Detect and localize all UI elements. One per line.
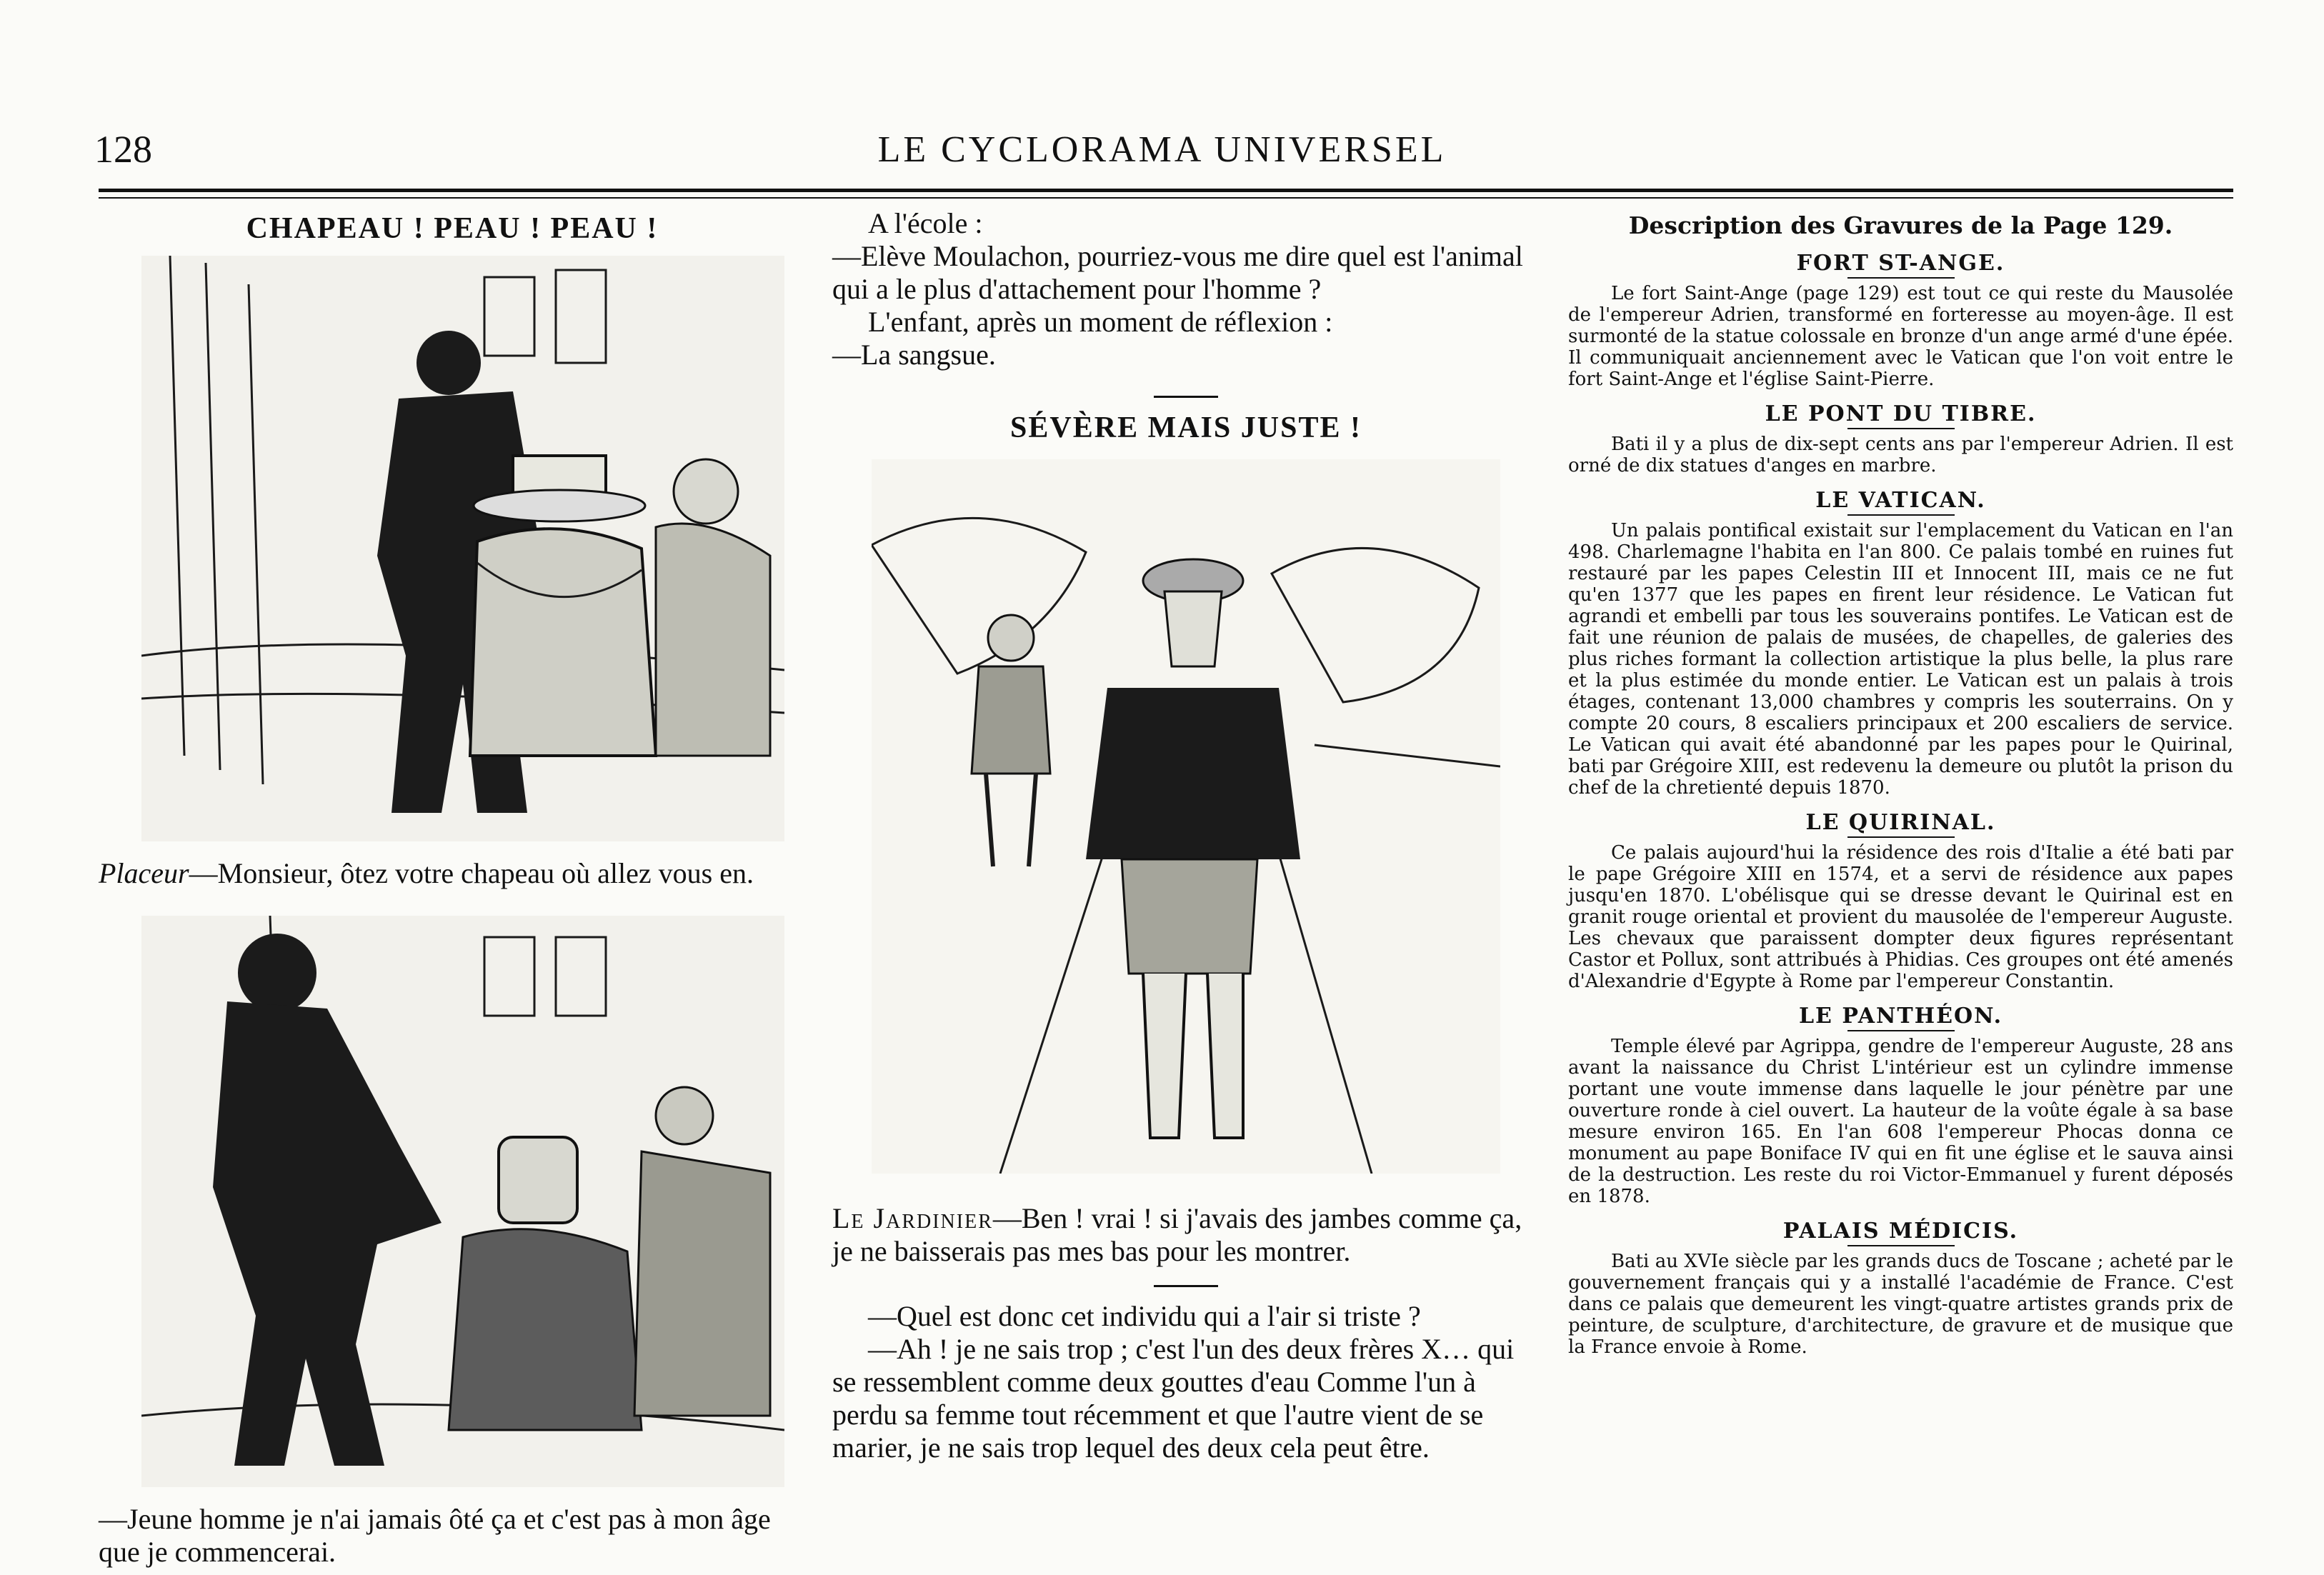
dialogue-line-2: —Ah ! je ne sais trop ; c'est l'un des deux frères X… qui se ressemblent comme deux gouttes d'eau Comme l'un à perdu sa femme tout récemment et que l'autre vient de se marier, je ne sais trop lequel des deux cela peut être. <box>832 1333 1515 1464</box>
joke-heading-severe: SÉVÈRE MAIS JUSTE ! <box>1010 411 1362 444</box>
school-joke <box>832 207 1540 371</box>
left-column <box>99 207 806 1569</box>
caption-usher <box>99 857 806 890</box>
section-palais-medicis <box>1568 1219 2233 1358</box>
caption-usher-lead: Placeur <box>99 857 189 889</box>
section-vatican <box>1568 488 2233 799</box>
section-text: Ce palais aujourd'hui la résidence des rois d'Italie a été bati par le pape Grégoire XIII en 1574, et a servi de résidence aux papes jusqu'en 1870. L'obélisque qui se dresse devant le Quirinal est en granit rouge oriental et provient du mausolée de l'empereur Auguste. Les chevaux que paraissent dompter deux figures représentant Castor et Pollux, sont attribués à Phidias. Ces groupes ont été amenés d'Alexandrie d'Egypte à Rome par l'empereur Constantin. <box>1568 842 2233 992</box>
school-line-3: L'enfant, après un moment de réflexion : <box>868 306 1333 338</box>
school-line-4: —La sangsue. <box>832 339 996 371</box>
section-rule <box>1847 428 1955 429</box>
illustration-gardener <box>872 459 1500 1174</box>
section-heading: LE QUIRINAL. <box>1805 810 1996 835</box>
caption-bald-man: —Jeune homme je n'ai jamais ôté ça et c'est pas à mon âge que je commencerai. <box>99 1503 771 1568</box>
section-fort-st-ange <box>1568 251 2233 390</box>
section-heading: LE PANTHÉON. <box>1798 1004 2003 1029</box>
caption-usher-text: —Monsieur, ôtez votre chapeau où allez vous en. <box>189 857 754 889</box>
engravings-title: Description des Gravures de la Page 129. <box>1628 211 2173 239</box>
section-rule <box>1847 277 1955 279</box>
gardener-lead: Le Jardinier <box>832 1202 993 1234</box>
page-number: 128 <box>94 128 152 171</box>
separator-rule <box>1154 396 1218 398</box>
section-pont-du-tibre <box>1568 401 2233 476</box>
section-heading: FORT ST-ANGE. <box>1796 251 2005 276</box>
right-column <box>1568 207 2233 1358</box>
school-line-1: A l'école : <box>868 207 983 239</box>
section-text: Un palais pontifical existait sur l'emplacement du Vatican en l'an 498. Charlemagne l'habita en l'an 800. Ce palais tombé en ruines fut restauré par les papes Celestin III et Innocent III, mais ce ne fut qu'en 1377 que les papes en firent leur résidence. Le Vatican fut agrandi et embelli par tous les souverains pontifes. Le Vatican est de fait une réunion de palais de musées, de chapelles, de galeries des plus riches formant la collection artistique la plus belle, la plus rare et la plus estimée du monde entier. Le Vatican est un palais à trois étages, contenant 13,000 chambres y compris les souterrains. On y compte 20 cours, 8 escaliers principaux et 200 escaliers de service. Le Vatican qui avait été abandonné par les papes pour le Quirinal, bati par Grégoire XIII, est redevenu la demeure ou plutôt la prison du chef de la chretienté depuis 1870. <box>1568 520 2233 799</box>
section-rule <box>1847 1030 1955 1031</box>
section-heading: LE PONT DU TIBRE. <box>1765 401 2037 426</box>
running-head: LE CYCLORAMA UNIVERSEL <box>877 129 1447 170</box>
gardener-text: —Ben ! vrai ! si j'avais des jambes comme ça, je ne baisserais pas mes bas pour les montrer. <box>832 1202 1522 1267</box>
gardener-caption <box>832 1202 1540 1268</box>
section-quirinal <box>1568 810 2233 992</box>
school-line-2: —Elève Moulachon, pourriez-vous me dire quel est l'animal qui a le plus d'attachement pour l'homme ? <box>832 240 1523 305</box>
section-text: Le fort Saint-Ange (page 129) est tout ce qui reste du Mausolée de l'empereur Adrien, transformé en forteresse au moyen-âge. Il est surmonté de la statue colossale en bronze d'un ange armé d'une épée. Il communiquait anciennement avec le Vatican que l'on voit entre le fort Saint-Ange et l'église Saint-Pierre. <box>1568 283 2233 390</box>
section-rule <box>1847 836 1955 838</box>
header-rule <box>99 189 2233 192</box>
section-text: Bati au XVIe siècle par les grands ducs de Toscane ; acheté par le gouvernement français qui y a installé l'académie de France. C'est dans ce palais que demeurent les vingt-quatre artistes grands prix de peinture, de sculpture, d'architecture, de gravure et de musique que la France envoie à Rome. <box>1568 1251 2233 1358</box>
section-rule <box>1847 1245 1955 1246</box>
brothers-joke <box>832 1300 1540 1464</box>
section-rule <box>1847 514 1955 516</box>
section-text: Temple élevé par Agrippa, gendre de l'empereur Auguste, 28 ans avant la naissance du Christ L'intérieur est un cylindre immense portant une voute immense dans laquelle le jour pénètre par une ouverture ronde à ciel ouvert. La hauteur de la voûte égale à sa base mesure environ 165. En l'an 608 l'empereur Phocas donna ce monument au pape Boniface IV qui en fit une église et le sauva ainsi de la destruction. Les reste du roi Victor-Emmanuel y furent déposés en 1878. <box>1568 1036 2233 1207</box>
middle-column <box>832 207 1540 1464</box>
illustration-theatre-usher <box>141 256 784 841</box>
dialogue-line-1: —Quel est donc cet individu qui a l'air si triste ? <box>868 1300 1421 1332</box>
separator-rule-2 <box>1154 1285 1218 1287</box>
header-rule-thin <box>99 197 2233 199</box>
section-heading: LE VATICAN. <box>1815 488 1986 513</box>
seated-spectator <box>470 456 656 756</box>
joke-heading-chapeau: CHAPEAU ! PEAU ! PEAU ! <box>246 212 659 245</box>
section-text: Bati il y a plus de dix-sept cents ans par l'empereur Adrien. Il est orné de dix statues d'anges en marbre. <box>1568 434 2233 476</box>
illustration-bald-man <box>141 916 784 1487</box>
section-pantheon <box>1568 1004 2233 1207</box>
section-heading: PALAIS MÉDICIS. <box>1782 1219 2019 1244</box>
